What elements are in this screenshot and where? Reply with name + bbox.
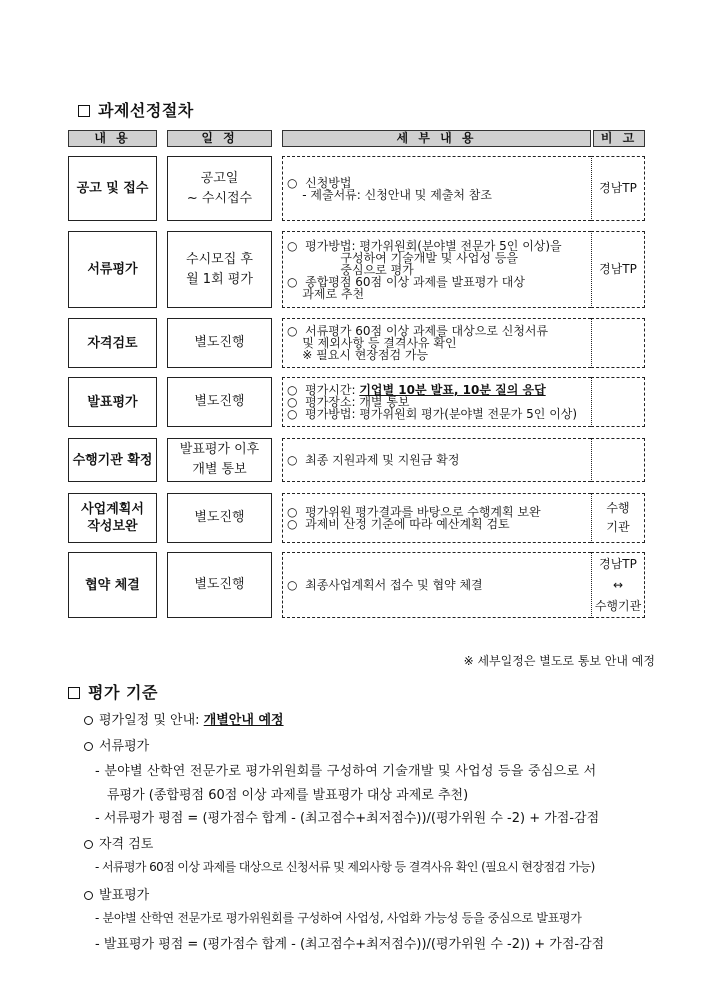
schedule-line: ~ 수시접수 — [186, 190, 253, 206]
row-schedule: 별도진행 — [167, 493, 272, 543]
note-line: 기관 — [606, 520, 630, 534]
header-schedule: 일 정 — [167, 130, 272, 147]
row-details — [282, 552, 591, 618]
row-name — [68, 493, 157, 543]
criteria-text-line: - 서류평가 평점 = (평가점수 합계 - (최고점수+최저점수))/(평가위원 수 -2) + 가점-감점 — [95, 811, 600, 826]
checkbox-square-icon — [78, 105, 90, 117]
circle-bullet-icon — [84, 891, 93, 900]
checkbox-square-icon — [68, 687, 80, 699]
row-name-line: 작성보완 — [87, 519, 138, 534]
detail-prefix: ○ 평가시간: — [287, 383, 360, 397]
bullet-label: 발표평가 — [99, 888, 150, 903]
row-name: 발표평가 — [68, 377, 157, 427]
row-name: 서류평가 — [68, 231, 157, 308]
schedule-footnote: ※ 세부일정은 별도로 통보 안내 예정 — [463, 654, 655, 668]
arrow-left-right-icon: ↔ — [612, 577, 624, 592]
detail-line: ○ 신청방법 — [287, 175, 352, 190]
row-schedule — [167, 438, 272, 482]
detail-line: ○ 최종사업계획서 접수 및 협약 체결 — [287, 578, 483, 592]
section-title-criteria — [68, 680, 158, 703]
note-line: 경남TP — [599, 556, 637, 571]
circle-bullet-icon — [84, 716, 93, 725]
detail-line: ○ 평가방법: 평가위원회 평가(분야별 전문가 5인 이상) — [287, 407, 578, 421]
row-note — [591, 552, 645, 618]
criteria-bullet-document — [84, 735, 149, 754]
detail-line: ○ 서류평가 60점 이상 과제를 대상으로 신청서류 — [287, 324, 549, 338]
row-details — [282, 231, 591, 308]
circle-bullet-icon — [84, 742, 93, 751]
section-title-text: 평가 기준 — [88, 683, 158, 702]
header-note: 비 고 — [593, 130, 645, 147]
criteria-text-line: - 발표평가 평점 = (평가점수 합계 - (최고점수+최저점수))/(평가위원 수 -2)) + 가점-감점 — [95, 937, 605, 952]
detail-line: ○ 최종 지원과제 및 지원금 확정 — [287, 453, 460, 467]
detail-emphasis: 기업별 10분 발표, 10분 질의 응답 — [359, 383, 546, 397]
row-name: 협약 체결 — [68, 552, 157, 618]
bullet-emphasis: 개별안내 예정 — [203, 713, 284, 728]
row-name: 공고 및 접수 — [68, 156, 157, 221]
schedule-line: 발표평가 이후 — [179, 442, 260, 457]
detail-line: ○ 과제비 산정 기준에 따라 예산계획 검토 — [287, 517, 510, 531]
row-note: 경남TP — [591, 231, 645, 308]
criteria-text-line: 류평가 (종합평점 60점 이상 과제를 발표평가 대상 과제로 추천) — [107, 788, 469, 803]
row-details — [282, 438, 591, 482]
row-details — [282, 318, 591, 368]
schedule-line: 공고일 — [200, 170, 239, 186]
criteria-bullet-schedule — [84, 709, 284, 728]
criteria-bullet-presentation — [84, 884, 149, 903]
detail-line: ○ 평가위원 평가결과를 바탕으로 수행계획 보완 — [287, 505, 541, 519]
circle-bullet-icon — [84, 840, 93, 849]
section-title-text: 과제선정절차 — [98, 101, 194, 120]
row-note — [591, 493, 645, 543]
bullet-label: 자격 검토 — [99, 837, 154, 852]
row-note: 경남TP — [591, 156, 645, 221]
criteria-text-line: - 서류평가 60점 이상 과제를 대상으로 신청서류 및 제외사항 등 결격사유 확인 (필요시 현장점검 가능) — [95, 860, 595, 874]
bullet-label: 평가일정 및 안내: — [99, 713, 204, 728]
detail-line: 중심으로 평가 — [287, 262, 414, 277]
bullet-label: 서류평가 — [99, 739, 150, 754]
row-note — [591, 318, 645, 368]
criteria-text-line: - 분야별 산학연 전문가로 평가위원회를 구성하여 사업성, 사업화 가능성 등을 중심으로 발표평가 — [95, 911, 582, 925]
row-schedule — [167, 156, 272, 221]
detail-line: ○ 종합평점 60점 이상 과제를 발표평가 대상 — [287, 274, 525, 289]
header-content: 내 용 — [68, 130, 157, 147]
detail-line: ※ 필요시 현장점검 가능 — [287, 348, 429, 362]
row-schedule: 별도진행 — [167, 377, 272, 427]
row-schedule — [167, 231, 272, 308]
schedule-line: 월 1회 평가 — [186, 271, 253, 287]
schedule-line: 수시모집 후 — [186, 251, 253, 267]
row-name-line: 사업계획서 — [81, 502, 144, 517]
row-schedule: 별도진행 — [167, 318, 272, 368]
criteria-text-line: - 분야별 산학연 전문가로 평가위원회를 구성하여 기술개발 및 사업성 등을 중심으로 서 — [95, 764, 597, 779]
detail-line: 과제로 추천 — [287, 286, 365, 301]
row-details — [282, 156, 591, 221]
detail-line: ○ 평가장소: 개별 통보 — [287, 395, 410, 409]
detail-line: 구성하여 기술개발 및 사업성 등을 — [287, 250, 518, 265]
row-schedule: 별도진행 — [167, 552, 272, 618]
detail-line: - 제출서류: 신청안내 및 제출처 참조 — [287, 187, 492, 202]
detail-line: ○ 평가방법: 평가위원회(분야별 전문가 5인 이상)을 — [287, 238, 562, 253]
criteria-bullet-eligibility — [84, 833, 153, 852]
detail-line: 및 제외사항 등 결격사유 확인 — [287, 336, 457, 350]
row-note — [591, 438, 645, 482]
note-line: 수행기관 — [594, 598, 642, 613]
section-title-procedure — [78, 98, 194, 121]
row-note — [591, 377, 645, 427]
row-name: 자격검토 — [68, 318, 157, 368]
note-line: 수행 — [606, 501, 630, 515]
row-name: 수행기관 확정 — [68, 438, 157, 482]
row-details — [282, 493, 591, 543]
schedule-line: 개별 통보 — [192, 462, 247, 477]
row-details — [282, 377, 591, 427]
header-details: 세 부 내 용 — [282, 130, 591, 147]
